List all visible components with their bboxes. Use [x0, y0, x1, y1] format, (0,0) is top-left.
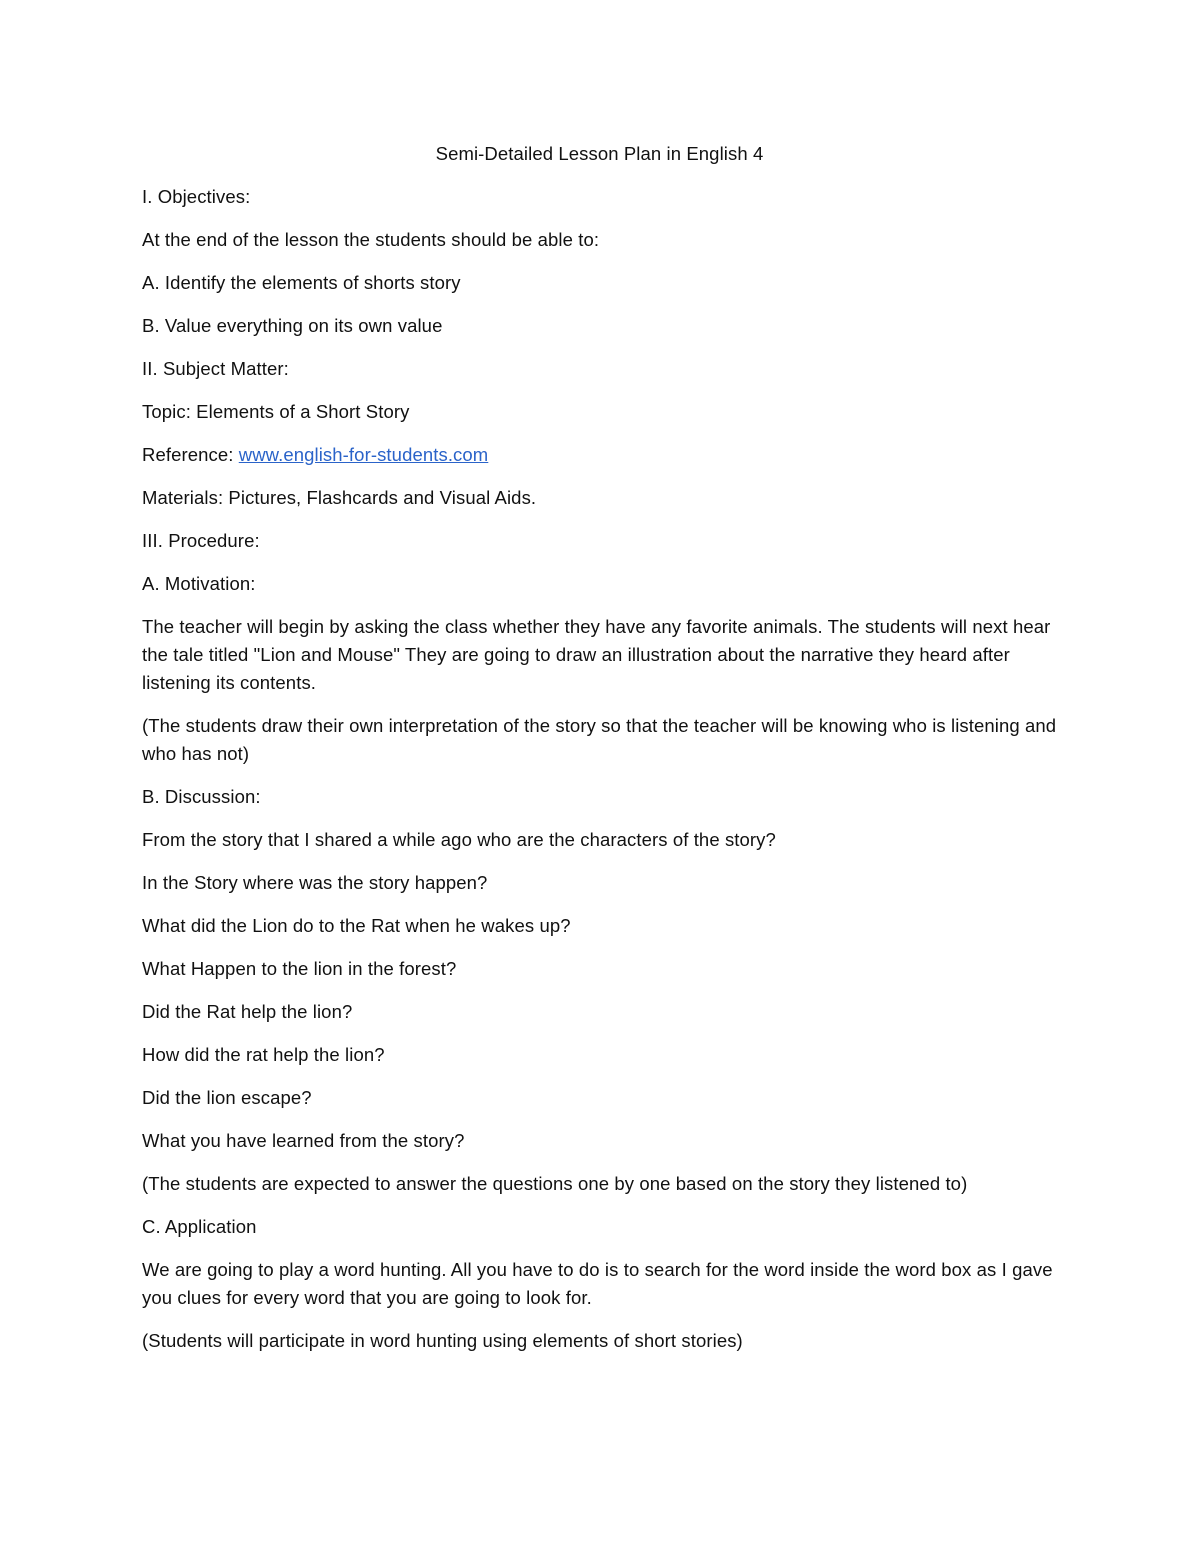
motivation-note: (The students draw their own interpretation of the story so that the teacher will be knowing who is listening and who has not): [142, 715, 1057, 764]
objective-a: A. Identify the elements of shorts story: [142, 272, 461, 293]
application-heading: C. Application: [142, 1216, 257, 1237]
application-note: (Students will participate in word hunting using elements of short stories): [142, 1330, 743, 1351]
application-text: We are going to play a word hunting. All you have to do is to search for the word inside the word box as I gave you clues for every word that you are going to look for.: [142, 1259, 1053, 1308]
discussion-note: (The students are expected to answer the questions one by one based on the story they listened to): [142, 1173, 968, 1194]
topic-line: Topic: Elements of a Short Story: [142, 401, 410, 422]
reference-link[interactable]: www.english-for-students.com: [238, 444, 489, 465]
reference-line: [142, 441, 1057, 469]
discussion-heading: B. Discussion:: [142, 786, 261, 807]
discussion-question: In the Story where was the story happen?: [142, 872, 488, 893]
document-title: Semi-Detailed Lesson Plan in English 4: [435, 143, 764, 164]
subject-matter-heading: II. Subject Matter:: [142, 358, 289, 379]
document-body: [142, 140, 1057, 1370]
objectives-intro: At the end of the lesson the students should be able to:: [142, 229, 600, 250]
motivation-text: The teacher will begin by asking the class whether they have any favorite animals. The students will next hear the tale titled "Lion and Mouse" They are going to draw an illustration about the narrative they heard after listening its contents.: [142, 616, 1051, 693]
objective-b: B. Value everything on its own value: [142, 315, 443, 336]
procedure-heading: III. Procedure:: [142, 530, 260, 551]
materials-line: Materials: Pictures, Flashcards and Visual Aids.: [142, 487, 537, 508]
discussion-question: Did the Rat help the lion?: [142, 1001, 353, 1022]
discussion-question: From the story that I shared a while ago who are the characters of the story?: [142, 829, 776, 850]
objectives-heading: I. Objectives:: [142, 186, 251, 207]
discussion-question: What did the Lion do to the Rat when he wakes up?: [142, 915, 571, 936]
discussion-question: What you have learned from the story?: [142, 1130, 465, 1151]
motivation-heading: A. Motivation:: [142, 573, 256, 594]
discussion-question: What Happen to the lion in the forest?: [142, 958, 457, 979]
reference-label: Reference:: [142, 444, 239, 465]
discussion-question: Did the lion escape?: [142, 1087, 312, 1108]
discussion-question: How did the rat help the lion?: [142, 1044, 385, 1065]
